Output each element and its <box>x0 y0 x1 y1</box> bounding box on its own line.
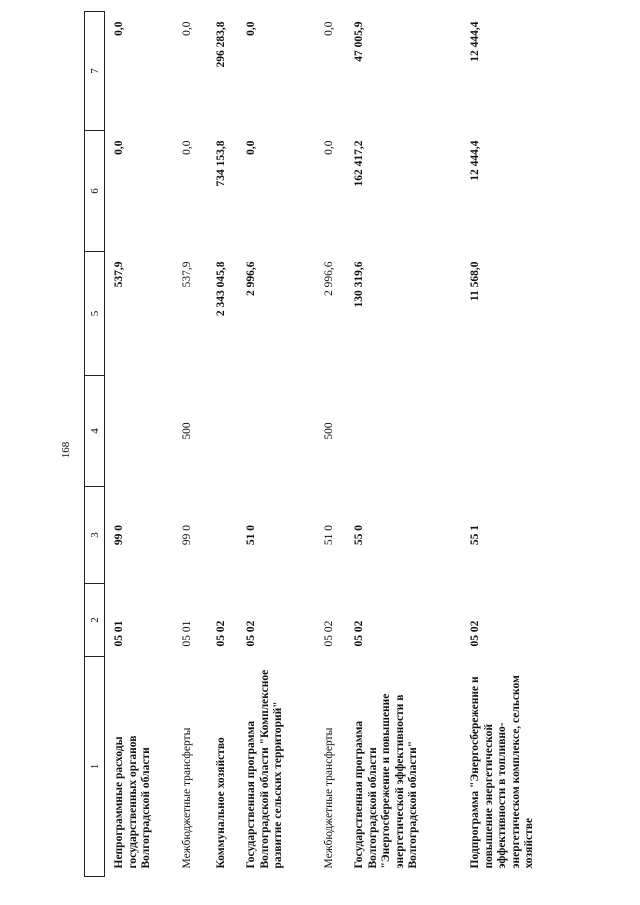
row-value-7: 296 283,8 <box>215 21 227 68</box>
row-name: Непрограммные расходы государственных органов Волгоградской области <box>113 735 153 869</box>
row-value-5: 2 996,6 <box>245 261 257 296</box>
page-number: 168 <box>60 441 72 459</box>
row-article: 51 0 <box>323 524 335 546</box>
column-header: 6 <box>85 131 105 252</box>
column-header: 1 <box>85 657 105 877</box>
row-kind <box>345 376 461 487</box>
rotated-table-container <box>84 12 639 877</box>
row-value-6: 0,0 <box>181 140 193 155</box>
row-kind <box>237 376 315 487</box>
row-value-5: 11 568,0 <box>469 261 481 302</box>
row-value-5: 130 319,6 <box>353 261 365 308</box>
row-value-6: 0,0 <box>245 140 257 155</box>
row-section: 05 01 <box>113 620 125 647</box>
row-value-5: 537,9 <box>113 261 125 288</box>
row-value-6: 0,0 <box>113 140 125 155</box>
row-article: 99 0 <box>113 524 125 546</box>
row-section: 05 01 <box>181 620 193 647</box>
row-value-6: 0,0 <box>323 140 335 155</box>
column-header: 5 <box>85 252 105 376</box>
row-value-7: 0,0 <box>323 21 335 36</box>
row-article <box>207 487 237 584</box>
table-header-row <box>85 12 105 877</box>
column-header: 3 <box>85 487 105 584</box>
row-value-7: 0,0 <box>113 21 125 36</box>
row-section: 05 02 <box>469 620 481 647</box>
row-section: 05 02 <box>353 620 365 647</box>
row-article: 51 0 <box>245 524 257 546</box>
column-header: 2 <box>85 584 105 657</box>
row-section: 05 02 <box>323 620 335 647</box>
row-name: Государственная программа Волгоградской области "Комплексное развитие сельских территорий" <box>245 669 285 869</box>
column-header: 7 <box>85 12 105 131</box>
table-row <box>345 12 461 877</box>
row-name: Межбюджетные трансферты <box>181 727 193 869</box>
row-article: 55 0 <box>353 524 365 546</box>
row-value-6: 734 153,8 <box>215 140 227 187</box>
table-row <box>173 12 207 877</box>
row-name: Межбюджетные трансферты <box>323 727 335 869</box>
column-header: 4 <box>85 376 105 487</box>
table-row <box>461 12 579 877</box>
row-value-7: 47 005,9 <box>353 21 365 62</box>
row-value-5: 2 343 045,8 <box>215 261 227 317</box>
row-name: Подпрограмма "Энергосбережение и повышение энергетической эффективности в топливно-энергетическом комплексе, сельском хозяйстве <box>469 675 536 869</box>
budget-table <box>84 11 579 877</box>
table-row <box>207 12 237 877</box>
row-kind <box>105 376 174 487</box>
row-article: 99 0 <box>181 524 193 546</box>
row-article: 55 1 <box>469 524 481 546</box>
table-row <box>105 12 174 877</box>
row-value-7: 0,0 <box>181 21 193 36</box>
row-name: Коммунальное хозяйство <box>215 737 227 869</box>
row-value-7: 12 444,4 <box>469 21 481 62</box>
row-value-6: 162 417,2 <box>353 140 365 187</box>
row-value-6: 12 444,4 <box>469 140 481 181</box>
row-value-7: 0,0 <box>245 21 257 36</box>
row-section: 05 02 <box>215 620 227 647</box>
table-row <box>315 12 345 877</box>
row-value-5: 2 996,6 <box>323 261 335 296</box>
row-kind <box>207 376 237 487</box>
row-kind: 500 <box>181 422 193 440</box>
table-row <box>237 12 315 877</box>
row-section: 05 02 <box>245 620 257 647</box>
row-kind <box>461 376 579 487</box>
row-name: Государственная программа Волгоградской области "Энергосбережение и повышение энергетической эффективности в Волгоградской области" <box>353 693 420 869</box>
row-value-5: 537,9 <box>181 261 193 288</box>
row-kind: 500 <box>323 422 335 440</box>
